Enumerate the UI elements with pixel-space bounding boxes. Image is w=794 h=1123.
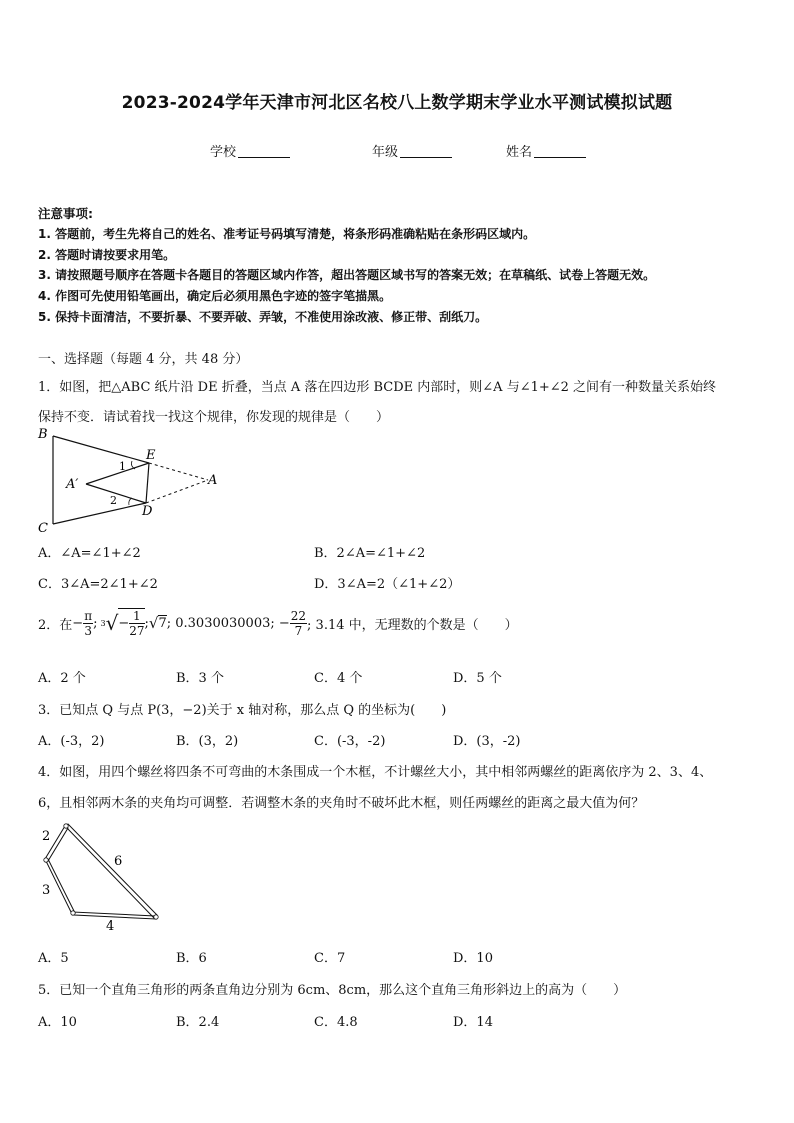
q3-option-a[interactable]: A．(-3，2) — [38, 734, 105, 749]
q2-22: 22 — [290, 608, 307, 623]
label-a-prime: A′ — [66, 477, 79, 492]
q2-pi-fraction — [83, 609, 93, 638]
school-blank — [238, 145, 290, 158]
q2-neg2: − — [118, 616, 130, 631]
note-item: 4. 作图可先使用铅笔画出，确定后必须用黑色字迹的签字笔描黑。 — [38, 289, 392, 303]
grade-blank — [400, 145, 452, 158]
q2-one: 1 — [129, 609, 144, 624]
q1-text-line2: 保持不变．请试着找一找这个规律，你发现的规律是（ ） — [38, 410, 390, 425]
q4-wood-frame-figure — [36, 818, 171, 936]
q3-option-d[interactable]: D．(3，-2) — [453, 734, 521, 749]
q2-cuberoot-index: 3 — [100, 618, 106, 628]
q2-pi-den: 3 — [84, 623, 92, 638]
q4-option-a[interactable]: A．5 — [38, 951, 69, 966]
label-angle-1: 1 — [119, 460, 126, 473]
label-side-4: 4 — [106, 919, 115, 934]
q2-option-a[interactable]: A．2 个 — [38, 671, 86, 686]
section-heading: 一、选择题（每题 4 分，共 48 分） — [38, 352, 249, 367]
q2-fraction-1-27 — [129, 609, 144, 638]
q3-option-c[interactable]: C．(-3，-2) — [314, 734, 386, 749]
label-a: A — [208, 473, 218, 488]
q4-option-c[interactable]: C．7 — [314, 951, 346, 966]
q2-27: 27 — [129, 624, 145, 638]
label-e: E — [146, 448, 156, 463]
q2-suffix: ; 3.14 中，无理数的个数是（ ） — [307, 617, 518, 633]
name-label: 姓名 — [506, 145, 533, 160]
school-label: 学校 — [210, 145, 237, 160]
q2-text — [38, 608, 518, 638]
label-angle-2: 2 — [110, 494, 117, 507]
notes-heading: 注意事项: — [38, 206, 93, 221]
q2-sep2: ; — [144, 615, 149, 631]
q5-option-a[interactable]: A．10 — [38, 1015, 77, 1030]
note-item: 2. 答题时请按要求用笔。 — [38, 248, 176, 262]
q2-option-c[interactable]: C．4 个 — [314, 671, 363, 686]
note-item: 5. 保持卡面清洁，不要折暴、不要弄破、弄皱，不准使用涂改液、修正带、刮纸刀。 — [38, 310, 488, 324]
q2-sep: ; — [93, 615, 98, 631]
q1-triangle-figure — [36, 426, 226, 536]
q3-text: 3．已知点 Q 与点 P(3，−2)关于 x 轴对称，那么点 Q 的坐标为( ) — [38, 703, 447, 718]
q2-pi: π — [84, 608, 93, 623]
school-field — [210, 141, 290, 160]
grade-field — [372, 141, 452, 160]
q2-decimal: ; 0.3030030003; − — [166, 615, 290, 631]
name-blank — [534, 145, 586, 158]
q1-option-c[interactable]: C．3∠A=2∠1+∠2 — [38, 577, 158, 592]
q5-text: 5．已知一个直角三角形的两条直角边分别为 6cm、8cm，那么这个直角三角形斜边上的高为（ ） — [38, 983, 627, 998]
q4-text-line2: 6，且相邻两木条的夹角均可调整．若调整木条的夹角时不破坏此木框，则任两螺丝的距离之最大值为何？ — [38, 796, 645, 811]
q2-option-d[interactable]: D．5 个 — [453, 671, 502, 686]
q2-neg: − — [72, 615, 84, 631]
q1-option-d[interactable]: D．3∠A=2（∠1+∠2） — [314, 577, 461, 592]
note-item: 3. 请按照题号顺序在答题卡各题目的答题区域内作答，超出答题区域书写的答案无效；在草稿纸、试卷上答题无效。 — [38, 268, 656, 282]
q2-option-b[interactable]: B．3 个 — [176, 671, 224, 686]
label-side-6: 6 — [114, 854, 123, 869]
label-c: C — [38, 521, 48, 536]
q2-7: 7 — [294, 623, 303, 638]
q2-radical-icon: √ — [105, 611, 119, 635]
label-side-2: 2 — [42, 829, 51, 844]
q4-text-line1: 4．如图，用四个螺丝将四条不可弯曲的木条围成一个木框，不计螺丝大小，其中相邻两螺丝的距离依序为 2、3、4、 — [38, 765, 713, 780]
q1-text-line1: 1．如图，把△ABC 纸片沿 DE 折叠，当点 A 落在四边形 BCDE 内部时，则∠A 与∠1+∠2 之间有一种数量关系始终 — [38, 380, 717, 395]
q4-option-d[interactable]: D．10 — [453, 951, 493, 966]
page-title: 2023-2024学年天津市河北区名校八上数学期末学业水平测试模拟试题 — [121, 93, 673, 113]
name-field — [506, 141, 586, 160]
label-side-3: 3 — [42, 883, 51, 898]
grade-label: 年级 — [372, 145, 399, 160]
q1-option-a[interactable]: A．∠A=∠1+∠2 — [38, 546, 141, 561]
q3-option-b[interactable]: B．(3，2) — [176, 734, 239, 749]
label-b: B — [38, 427, 48, 442]
q2-cuberoot-body — [118, 608, 144, 638]
q1-option-b[interactable]: B．2∠A=∠1+∠2 — [314, 546, 426, 561]
q2-fraction-22-7 — [290, 609, 307, 638]
q5-option-c[interactable]: C．4.8 — [314, 1015, 358, 1030]
q5-option-d[interactable]: D．14 — [453, 1015, 493, 1030]
q2-sqrt7: 7 — [158, 616, 167, 631]
q2-sqrt-icon: √ — [148, 614, 159, 632]
q2-prefix: 2．在 — [38, 617, 73, 633]
label-d: D — [142, 504, 153, 519]
q4-option-b[interactable]: B．6 — [176, 951, 207, 966]
note-item: 1. 答题前，考生先将自己的姓名、准考证号码填写清楚，将条形码准确粘贴在条形码区域内。 — [38, 227, 536, 241]
q5-option-b[interactable]: B．2.4 — [176, 1015, 220, 1030]
